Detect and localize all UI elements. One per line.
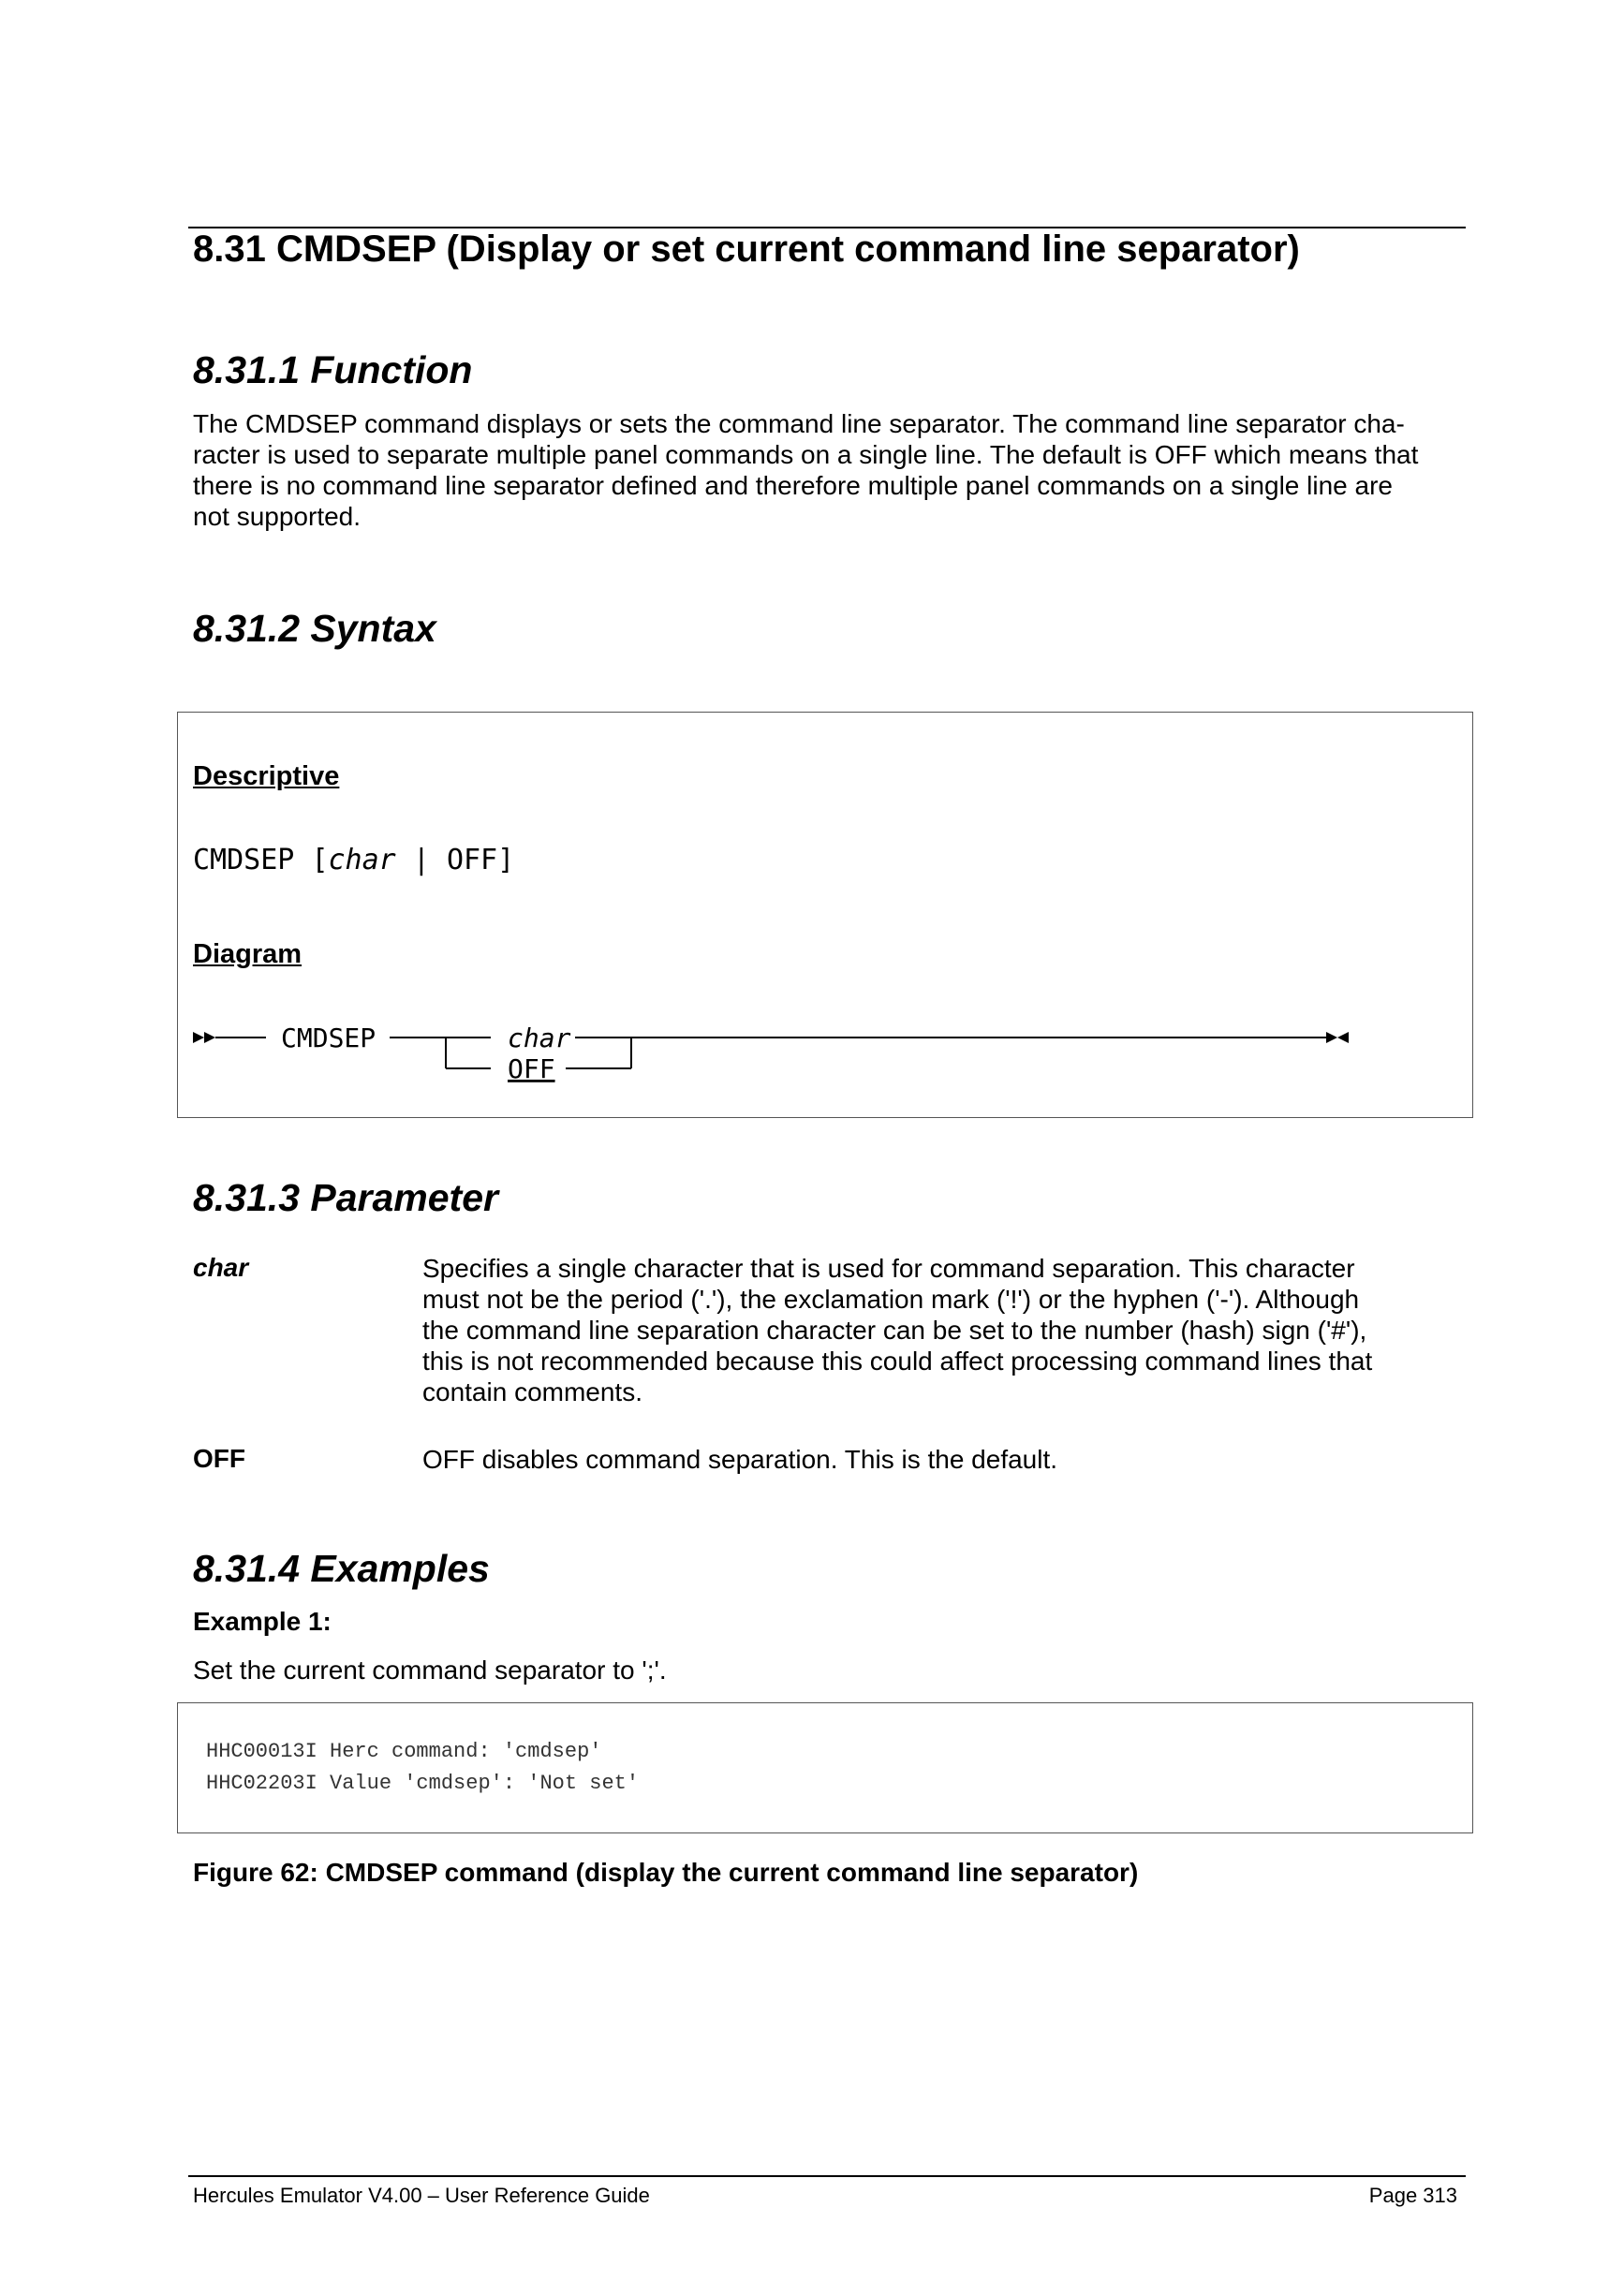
- footer-left: Hercules Emulator V4.00 – User Reference Guide: [193, 2184, 650, 2207]
- param-desc-line: OFF disables command separation. This is the default.: [422, 1445, 1058, 1474]
- param-term-off: OFF: [193, 1444, 245, 1473]
- descriptive-separator: |: [412, 844, 430, 876]
- code-box: [177, 1702, 1473, 1833]
- descriptive-arg-char: char: [328, 844, 396, 876]
- function-line: not supported.: [193, 502, 362, 531]
- end-arrow-icon: [1337, 1032, 1349, 1043]
- param-desc-line: must not be the period ('.'), the exclamation mark ('!') or the hyphen ('-'). Although: [422, 1285, 1360, 1314]
- descriptive-close-bracket: ]: [497, 844, 515, 876]
- param-desc-line: Specifies a single character that is used for command separation. This character: [422, 1254, 1355, 1283]
- param-desc-line: this is not recommended because this could affect processing command lines that: [422, 1347, 1373, 1376]
- figure-caption: Figure 62: CMDSEP command (display the current command line separator): [193, 1858, 1139, 1887]
- syntax-box: [177, 712, 1473, 1118]
- descriptive-label: Descriptive: [193, 761, 340, 791]
- param-term-char: char: [193, 1253, 249, 1282]
- start-arrow-icon: [204, 1032, 215, 1043]
- descriptive-open-bracket: [: [311, 844, 329, 876]
- code-line: HHC00013I Herc command: 'cmdsep': [206, 1740, 602, 1763]
- diagram-option-off: OFF: [508, 1053, 555, 1084]
- start-arrow-icon: [193, 1032, 204, 1043]
- function-line: there is no command line separator defined and therefore multiple panel commands on a single line are: [193, 471, 1393, 500]
- railroad-diagram: [178, 713, 1470, 1115]
- example1-text: Set the current command separator to ';'.: [193, 1656, 667, 1685]
- function-line: The CMDSEP command displays or sets the command line separator. The command line separator cha-: [193, 409, 1405, 438]
- examples-heading: 8.31.4 Examples: [193, 1547, 490, 1590]
- descriptive-arg-off: OFF: [446, 844, 498, 876]
- example1-label: Example 1:: [193, 1607, 332, 1636]
- diagram-option-char: char: [508, 1023, 571, 1053]
- footer-page-number: Page 313: [1368, 2184, 1457, 2207]
- function-line: racter is used to separate multiple panel commands on a single line. The default is OFF which means that: [193, 440, 1419, 469]
- param-desc-line: contain comments.: [422, 1377, 642, 1406]
- syntax-heading: 8.31.2 Syntax: [193, 607, 436, 650]
- end-arrow-icon: [1326, 1032, 1337, 1043]
- function-heading: 8.31.1 Function: [193, 348, 473, 391]
- param-desc-line: the command line separation character can be set to the number (hash) sign ('#'),: [422, 1316, 1367, 1345]
- param-desc-char: [422, 1253, 1434, 1407]
- code-line: HHC02203I Value 'cmdsep': 'Not set': [206, 1772, 640, 1795]
- function-text: [193, 408, 1467, 532]
- descriptive-command: CMDSEP: [193, 844, 295, 876]
- diagram-label: Diagram: [193, 939, 303, 969]
- diagram-command: CMDSEP: [281, 1023, 376, 1053]
- footer-rule: [188, 2175, 1466, 2177]
- param-desc-off: [422, 1444, 1434, 1475]
- parameter-heading: 8.31.3 Parameter: [193, 1176, 498, 1219]
- section-title: 8.31 CMDSEP (Display or set current command line separator): [193, 228, 1300, 270]
